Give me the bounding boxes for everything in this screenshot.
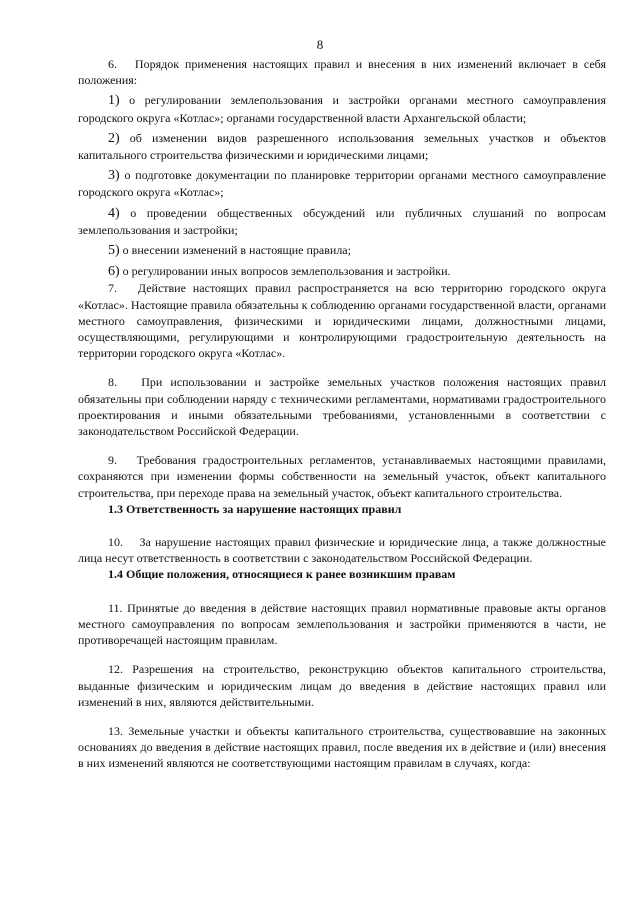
section-heading-1-3: 1.3 Ответственность за нарушение настоящих правил (108, 501, 402, 516)
list-item-3 (78, 167, 606, 200)
paragraph-7: 7. Действие настоящих правил распространяется на всю территорию городского округа «Котлас». Настоящие правила обязательны к соблюдению органами государственной власти, органами местного самоуправления, физическими и юридическими лицами, должностными лицами, осуществляющими, регулирующими и контролирующими градостроительную деятельность на территории городского округа «Котлас». (78, 281, 606, 361)
paragraph-10: 10. За нарушение настоящих правил физические и юридические лица, а также должностные лица несут ответственность в соответствии с законодательством Российской Федерации. (78, 535, 606, 566)
list-text: о регулировании иных вопросов землепользования и застройки. (119, 264, 451, 279)
list-number: 4) (108, 205, 120, 221)
list-number: 2) (108, 130, 120, 146)
list-text: о подготовке документации по планировке территории органами местного самоуправление городского округа «Котлас»; (78, 168, 606, 200)
page-number: 8 (316, 37, 324, 52)
list-number: 1) (108, 93, 120, 109)
list-number: 5) (108, 243, 120, 259)
paragraph-6: 6. Порядок применения настоящих правил и внесения в них изменений включает в себя положения: (78, 57, 606, 88)
list-item-4 (78, 205, 606, 238)
document-body (78, 56, 606, 772)
section-heading-1-4: 1.4 Общие положения, относящиеся к ранее возникшим правам (108, 567, 456, 582)
list-text: об изменении видов разрешенного использования земельных участков и объектов капитального строительства физическими и юридическими лицами; (78, 130, 606, 163)
list-item-1 (78, 92, 606, 125)
paragraph-13: 13. Земельные участки и объекты капитального строительства, существовавшие на законных основаниях до введения в действие настоящих правил, после введения их в действие и (или) внесения в них изменений являются не соответствующими настоящим правилам в случаях, когда: (78, 723, 606, 771)
list-number: 3) (108, 168, 120, 184)
list-text: о проведении общественных обсуждений или публичных слушаний по вопросам землепользования и застройки; (78, 205, 606, 237)
list-text: о внесении изменений в настоящие правила; (119, 243, 351, 258)
list-item-2 (78, 130, 606, 163)
paragraph-8: 8. При использовании и застройке земельных участков положения настоящих правил обязательны при соблюдении наряду с техническими регламентами, нормативами градостроительного проектирования и иными обязательными требованиями, установленными в соответствии с законодательством Российской Федерации. (78, 375, 606, 439)
paragraph-9: 9. Требования градостроительных регламентов, устанавливаемых настоящими правилами, сохраняются при изменении формы собственности на земельный участок, объект капитального строительства, при переходе права на земельный участок, объект капитального строительства. (78, 453, 606, 500)
paragraph-12: 12. Разрешения на строительство, реконструкцию объектов капитального строительства, выданные физическим и юридическим лицам до введения в действие настоящих правил или изменений в них, являются действительными. (78, 662, 606, 709)
paragraph-11: 11. Принятые до введения в действие настоящих правил нормативные правовые акты органов местного самоуправления по вопросам землепользования и застройки применяются в части, не противоречащей настоящим правилам. (78, 600, 606, 648)
list-item-6 (78, 263, 606, 280)
list-number: 6) (108, 264, 120, 280)
list-text: о регулировании землепользования и застройки органами местного самоуправления городского округа «Котлас»; органами государственной власти Архангельской области; (78, 93, 606, 125)
list-item-5 (78, 242, 606, 259)
